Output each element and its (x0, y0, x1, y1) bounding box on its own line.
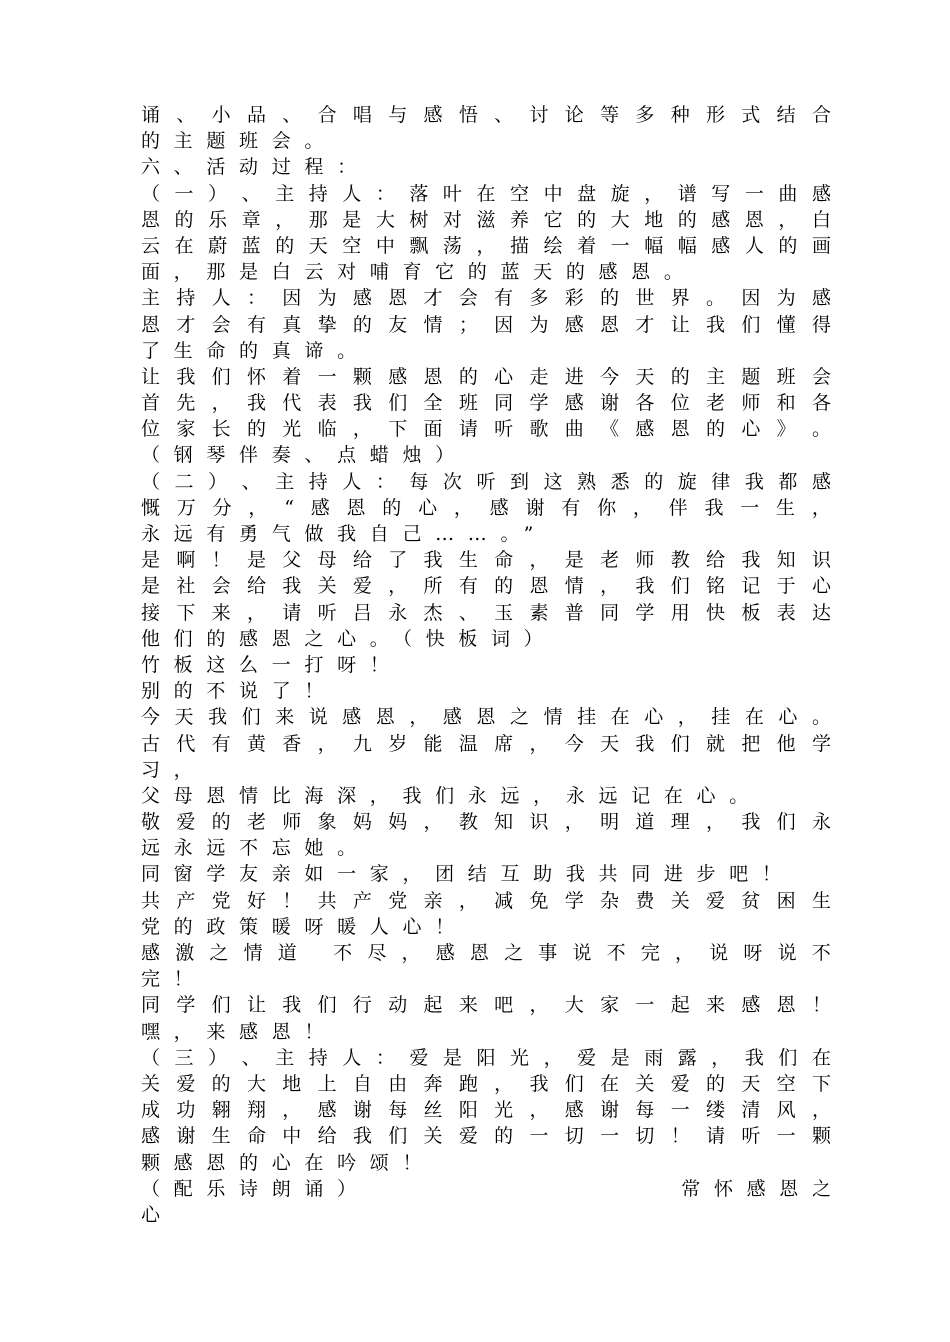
text-line: 的主题班会。 (141, 130, 338, 153)
text-line: 了生命的真谛。 (141, 339, 370, 362)
text-line: 习， (141, 758, 207, 781)
text-line: 同窗学友亲如一家，团结互助我共同进步吧！ (141, 863, 795, 886)
text-line: （ 二 ） 、 主 持 人 ： 每 次 听 到 这 熟 悉 的 旋 律 我 都 感 (141, 470, 831, 493)
text-line: 云 在 蔚 蓝 的 天 空 中 飘 荡 ， 描 绘 着 一 幅 幅 感 人 的 画 (141, 234, 831, 257)
text-line: 今 天 我 们 来 说 感 恩 ， 感 恩 之 情 挂 在 心 ， 挂 在 心 。 (141, 706, 831, 729)
text-line: 让 我 们 怀 着 一 颗 感 恩 的 心 走 进 今 天 的 主 题 班 会 (141, 365, 831, 388)
text-line: 面，那是白云对哺育它的蓝天的感恩。 (141, 261, 697, 284)
text-line: 古 代 有 黄 香 ， 九 岁 能 温 席 ， 今 天 我 们 就 把 他 学 (141, 732, 831, 755)
text-line: 感 激 之 情 道 不 尽 ， 感 恩 之 事 说 不 完 ， 说 呀 说 不 (141, 942, 831, 964)
text-line: 关 爱 的 大 地 上 自 由 奔 跑 ， 我 们 在 关 爱 的 天 空 下 (141, 1072, 831, 1095)
text-line: （ 三 ） 、 主 持 人 ： 爱 是 阳 光 ， 爱 是 雨 露 ， 我 们 在 (141, 1046, 831, 1069)
text-line: 主 持 人 ： 因 为 感 恩 才 会 有 多 彩 的 世 界 。 因 为 感 (141, 287, 831, 310)
text-line: 党的政策暖呀暖人心！ (141, 915, 468, 938)
text-line: 恩 的 乐 章 ， 那 是 大 树 对 滋 养 它 的 大 地 的 感 恩 ， 白 (141, 208, 831, 231)
text-line: 同 学 们 让 我 们 行 动 起 来 吧 ， 大 家 一 起 来 感 恩 ！ (141, 994, 831, 1017)
text-line: 六、活动过程： (141, 156, 370, 179)
text-line: 父母恩情比海深，我们永远，永远记在心。 (141, 784, 762, 807)
final-line-right: 常怀感恩之 (681, 1177, 845, 1200)
text-line: 竹板这么一打呀！ (141, 653, 403, 676)
text-line: 共 产 党 好 ！ 共 产 党 亲 ， 减 免 学 杂 费 关 爱 贫 困 生 (141, 889, 831, 912)
text-line: 颗感恩的心在吟颂！ (141, 1151, 436, 1174)
text-line: （ 一 ） 、 主 持 人 ： 落 叶 在 空 中 盘 旋 ， 谱 写 一 曲 感 (141, 182, 831, 205)
text-line: 完！ (141, 968, 207, 991)
text-line: 他们的感恩之心。（快板词） (141, 627, 557, 650)
document-page (141, 102, 845, 1228)
text-line: 位 家 长 的 光 临 ， 下 面 请 听 歌 曲 《 感 恩 的 心 》 。 (141, 418, 831, 441)
text-line: 永远有勇气做我自己……。” (141, 523, 548, 545)
text-line: 慨 万 分 ， “ 感 恩 的 心 ， 感 谢 有 你 ， 伴 我 一 生 ， (141, 496, 831, 519)
text-line: 感 谢 生 命 中 给 我 们 关 爱 的 一 切 一 切 ！ 请 听 一 颗 (141, 1125, 831, 1148)
text-line: 是 社 会 给 我 关 爱 ， 所 有 的 恩 情 ， 我 们 铭 记 于 心 (141, 575, 831, 598)
text-line: 远永远不忘她。 (141, 837, 370, 860)
document-body (141, 102, 831, 1176)
text-line: 嘿，来感恩！ (141, 1020, 338, 1043)
text-line: 是 啊 ！ 是 父 母 给 了 我 生 命 ， 是 老 师 教 给 我 知 识 (141, 549, 831, 572)
text-line: 接 下 来 ， 请 听 吕 永 杰 、 玉 素 普 同 学 用 快 板 表 达 (141, 601, 831, 624)
text-line: 别的不说了！ (141, 680, 338, 703)
final-line-left: （配乐诗朗诵） (141, 1177, 370, 1200)
text-line: 诵 、 小 品 、 合 唱 与 感 悟 、 讨 论 等 多 种 形 式 结 合 (141, 104, 831, 126)
text-line: 首 先 ， 我 代 表 我 们 全 班 同 学 感 谢 各 位 老 师 和 各 (141, 392, 831, 415)
text-line: 成 功 翱 翔 ， 感 谢 每 丝 阳 光 ， 感 谢 每 一 缕 清 风 ， (141, 1099, 831, 1122)
text-line: 恩 才 会 有 真 挚 的 友 情 ； 因 为 感 恩 才 让 我 们 懂 得 (141, 313, 831, 336)
text-line-final (141, 1176, 845, 1202)
text-line: （钢琴伴奏、点蜡烛） (141, 444, 468, 467)
text-line: 敬 爱 的 老 师 象 妈 妈 ， 教 知 识 ， 明 道 理 ， 我 们 永 (141, 811, 831, 834)
text-line-last: 心 (141, 1203, 174, 1226)
